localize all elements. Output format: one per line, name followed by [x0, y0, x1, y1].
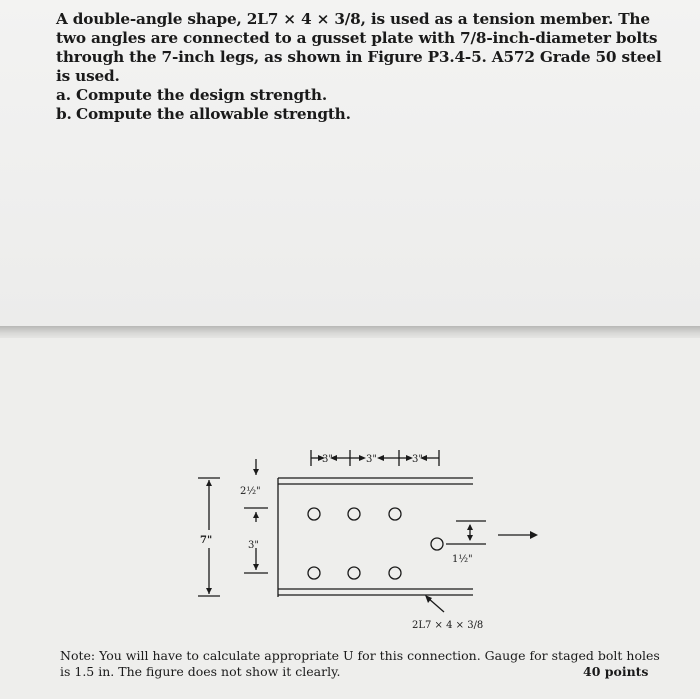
arrowhead [253, 564, 259, 570]
pitch-dim-2: 3" [366, 454, 377, 465]
arrowhead [467, 535, 473, 541]
bolt-hole [389, 508, 401, 520]
problem-intro: A double-angle shape, 2L7 × 4 × 3/8, is used as a tension member. The two angles are connected to a gusset plate with 7/8-inch-diameter bolts through the 7-inch legs, as shown in Figure P3.4-5. A572 Grade 50 steel is used. [56, 10, 662, 85]
bolt-hole [389, 567, 401, 579]
bolt-hole-gauge [431, 538, 443, 550]
overall-depth-dim: 7" [200, 535, 213, 546]
points-value: 40 points [583, 664, 649, 679]
pitch-dim-1: 3" [322, 454, 333, 465]
bolt-hole [308, 508, 320, 520]
arrowhead [377, 455, 384, 461]
gauge-dim-upper: 2½" [240, 486, 261, 497]
bolt-hole [348, 567, 360, 579]
edge-gauge-dim: 1½" [452, 554, 473, 565]
arrowhead [467, 524, 473, 530]
part-b-text: Compute the allowable strength. [76, 105, 351, 123]
arrowhead [359, 455, 366, 461]
note-text: Note: You will have to calculate appropriate U for this connection. Gauge for staged bolt holes is 1.5 in. The figure does not show it clearly. [60, 648, 660, 679]
arrowhead [253, 512, 259, 518]
arrowhead [206, 480, 212, 486]
note [60, 648, 660, 680]
arrowhead [253, 469, 259, 475]
gauge-dim-lower: 3" [248, 540, 259, 551]
member-label: 2L7 × 4 × 3/8 [412, 620, 484, 631]
part-b-label: b. [56, 105, 72, 123]
part-a-label: a. [56, 86, 71, 104]
arrowhead [206, 588, 212, 594]
arrowhead [425, 595, 432, 603]
label-leader [428, 598, 444, 612]
part-a-text: Compute the design strength. [76, 86, 327, 104]
tension-force-arrowhead [530, 531, 538, 539]
bolt-hole [348, 508, 360, 520]
bolt-hole [308, 567, 320, 579]
pitch-dim-3: 3" [412, 454, 423, 465]
